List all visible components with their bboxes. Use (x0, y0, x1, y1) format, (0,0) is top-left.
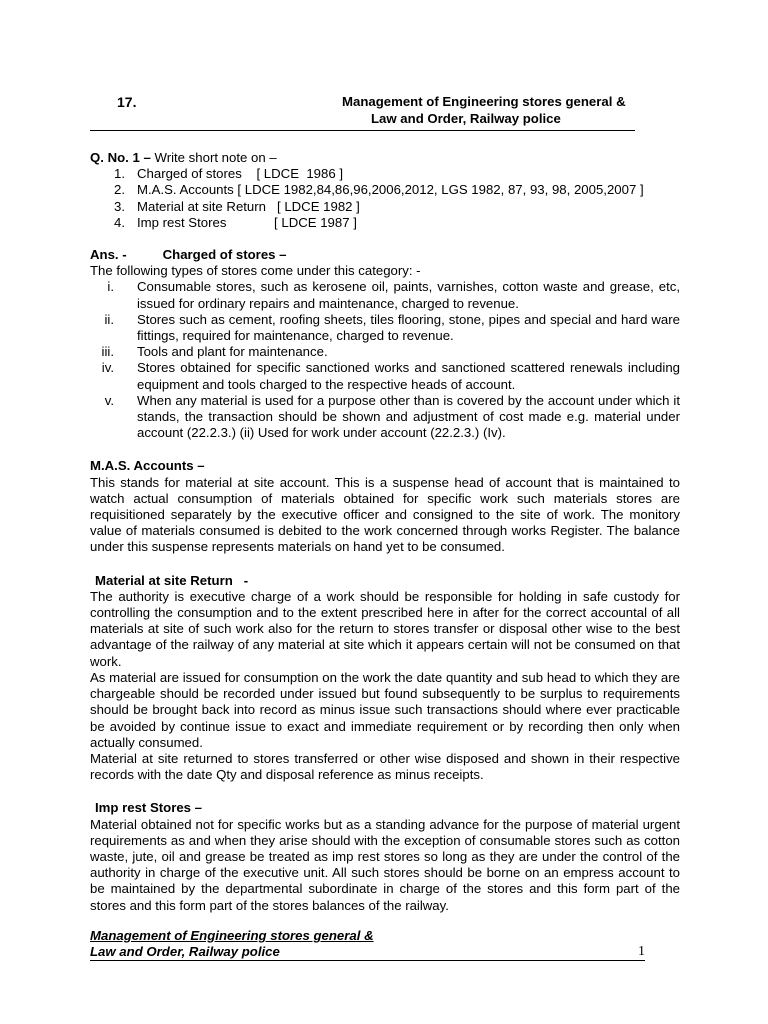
list-item (90, 360, 680, 392)
list-item (90, 182, 680, 198)
item-number: 4. (114, 214, 125, 230)
item-text: Stores such as cement, roofing sheets, tiles flooring, stone, pipes and special and hard ware fittings, required for maintenance, charged to revenue. (137, 311, 680, 344)
footer-line1: Management of Engineering stores general & (90, 928, 374, 943)
msr-paragraph-3: Material at site returned to stores transferred or other wise disposed and shown in their respective records with the date Qty and disposal reference as minus receipts. (90, 750, 680, 783)
imprest-paragraph: Material obtained not for specific works but as a standing advance for the purpose of material urgent requirements as and when they arise should with the exception of consumable stores such as cotton waste, jute, oil and grease be treated as imp rest stores so long as they are under the control of the authority in charge of the executive unit. All such stores should be borne on an empress account to be maintained by the departmental subordinate in charge of the stores and this form part of the stores and this form part of the stores balances of the railway. (90, 816, 680, 913)
list-item (90, 215, 680, 231)
question-list (90, 166, 680, 231)
item-number: 3. (114, 198, 125, 214)
footer-line2 (90, 944, 645, 961)
item-number: iv. (101, 360, 114, 376)
chapter-number: 17. (117, 94, 137, 110)
msr-paragraph-1: The authority is executive charge of a work should be responsible for holding in safe custody for controlling the consumption and to the extent prescribed here in after for the correct accountal of all materials at site of such work also for the return to stores transfer or disposal other wise to the best advantage of the railway of any material at site which it appears certain will not be consumed on that work. (90, 588, 680, 669)
answer-label: Ans. - (90, 247, 127, 263)
page-footer (90, 928, 650, 961)
list-item (90, 344, 680, 360)
item-text: Imp rest Stores [ LDCE 1987 ] (137, 214, 357, 230)
answer-heading (90, 247, 680, 263)
answer-list (90, 279, 680, 441)
list-item (90, 166, 680, 182)
mas-heading: M.A.S. Accounts – (90, 458, 205, 474)
item-text: Charged of stores [ LDCE 1986 ] (137, 166, 343, 182)
item-number: i. (107, 279, 114, 295)
item-number: iii. (101, 344, 114, 360)
list-item (90, 199, 680, 215)
page-number: 1 (638, 944, 645, 960)
item-text: Tools and plant for maintenance. (137, 344, 328, 360)
item-number: v. (104, 392, 114, 408)
item-text: When any material is used for a purpose other than is covered by the account under which it stands, the transaction should be shown and adjustment of cost made e.g. material under account (22.2.3.) (ii) Used for work under account (22.2.3.) (Iv). (137, 392, 680, 441)
msr-heading: Material at site Return - (95, 572, 249, 588)
question-line (90, 150, 680, 166)
question-label: Q. No. 1 – (90, 150, 151, 165)
item-number: 2. (114, 182, 125, 198)
document-body (90, 150, 680, 914)
section-heading: Charged of stores – (162, 247, 287, 263)
mas-paragraph: This stands for material at site account. This is a suspense head of account that is maintained to watch actual consumption of materials obtained for specific work such materials stores are requisitioned separately by the executive officer and consigned to the site of work. The monitory value of materials consumed is debited to the work concerned through works Register. The balance under this suspense represents materials on hand yet to be consumed. (90, 474, 680, 555)
footer-line2-text: Law and Order, Railway police (90, 944, 280, 960)
msr-paragraph-2: As material are issued for consumption on the work the date quantity and sub head to which they are chargeable should be recorded under issued but found subsequently to be surplus to requirements should be brought back into record as minus issue such transactions should where ever practicable be avoided by continue issue to exact and immediate requirement or by recording then only when actually consumed. (90, 669, 680, 750)
header-title-line1: Management of Engineering stores general & (342, 94, 626, 109)
answer-intro: The following types of stores come under this category: - (90, 263, 421, 279)
question-text: Write short note on – (150, 150, 277, 165)
header-title-line2: Law and Order, Railway police (371, 111, 561, 126)
page-header (90, 94, 635, 131)
item-number: ii. (104, 311, 114, 327)
item-text: M.A.S. Accounts [ LDCE 1982,84,86,96,2006,2012, LGS 1982, 87, 93, 98, 2005,2007 ] (137, 182, 644, 198)
item-number: 1. (114, 166, 125, 182)
item-text: Material at site Return [ LDCE 1982 ] (137, 198, 360, 214)
list-item (90, 279, 680, 311)
list-item (90, 312, 680, 344)
item-text: Stores obtained for specific sanctioned works and sanctioned scattered renewals including equipment and tools charged to the respective heads of account. (137, 360, 680, 392)
item-text: Consumable stores, such as kerosene oil, paints, varnishes, cotton waste and grease, etc, issued for ordinary repairs and maintenance, charged to revenue. (137, 279, 680, 311)
imprest-heading: Imp rest Stores – (95, 800, 203, 816)
list-item (90, 393, 680, 442)
